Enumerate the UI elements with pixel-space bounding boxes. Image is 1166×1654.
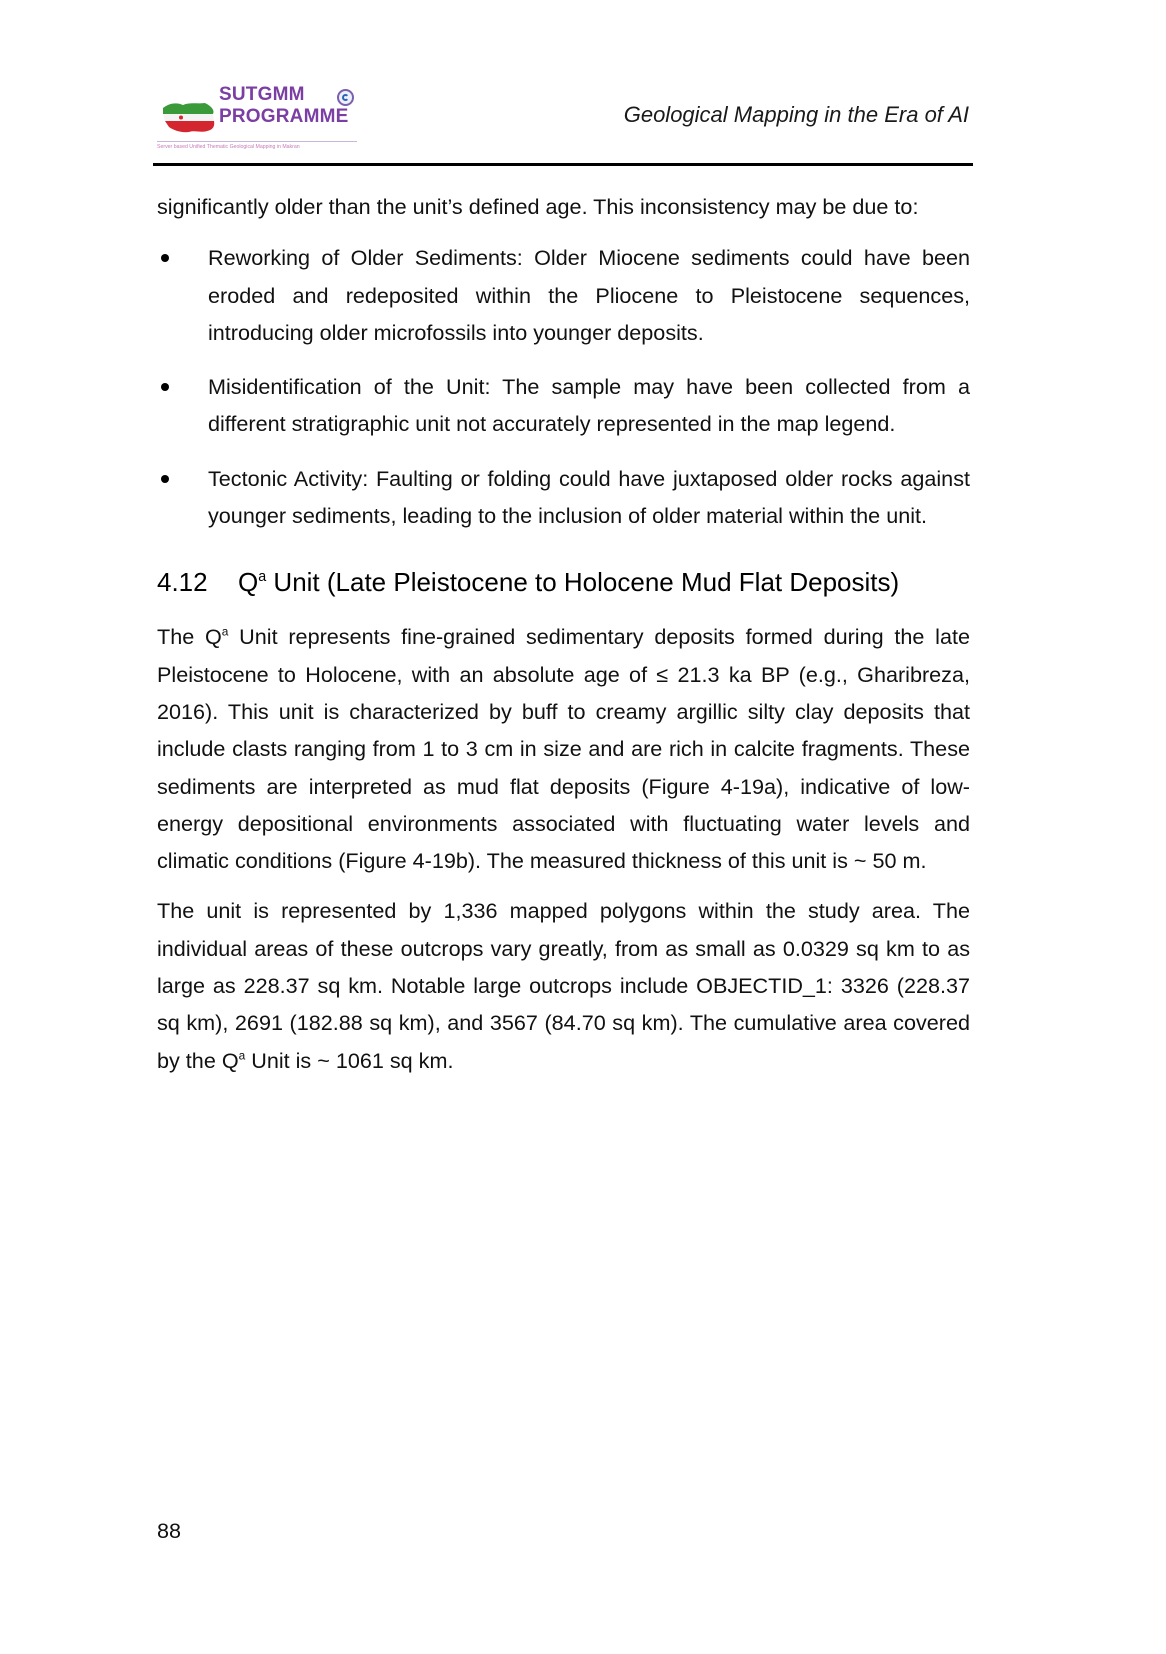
para1-superscript: a xyxy=(221,625,229,640)
para2-text: The unit is represented by 1,336 mapped polygons within the study area. The individual areas of these outcrops vary greatly, from as small as 0.0329 sq km to as large as 228.37 sq km. Notable large outcrops include OBJECTID_1: 3326 (228.37 sq km), 2691 (182.88 sq km), and 3567 (84.70 sq km). The cumulative area covered by the Q xyxy=(157,898,970,1073)
section-title-rest: Unit (Late Pleistocene to Holocene Mud Flat Deposits) xyxy=(266,567,900,598)
para1-rest: Unit represents fine-grained sedimentary deposits formed during the late Pleistocene to Holocene, with an absolute age of ≤ 21.3 ka BP (e.g., Gharibreza, 2016). This unit is characterized by buff to creamy argillic silty clay deposits that include clasts ranging from 1 to 3 cm in size and are rich in calcite fragments. These sediments are interpreted as mud flat deposits (Figure 4-19a), indicative of low-energy depositional environments associated with fluctuating water levels and climatic conditions (Figure 4-19b). The measured thickness of this unit is ~ 50 m. xyxy=(157,624,970,874)
logo-line2: PROGRAMME xyxy=(219,106,349,127)
running-title: Geological Mapping in the Era of AI xyxy=(623,102,969,127)
section-number: 4.12 xyxy=(157,567,208,598)
logo-divider xyxy=(157,141,357,142)
bullet-icon xyxy=(161,254,169,262)
section-title-superscript: a xyxy=(258,569,267,586)
sutgmm-logo xyxy=(157,86,357,158)
logo-title xyxy=(219,84,349,128)
description-paragraph xyxy=(157,618,970,879)
iran-flag-map-icon xyxy=(161,100,217,134)
page-content xyxy=(157,188,970,1079)
para1-prefix: The Q xyxy=(157,624,222,650)
intro-paragraph: significantly older than the unit’s defined age. This inconsistency may be due to: xyxy=(157,194,919,219)
list-item xyxy=(157,239,970,351)
logo-line1: SUTGMM xyxy=(219,84,305,105)
section-title-prefix: Q xyxy=(238,567,259,598)
statistics-paragraph xyxy=(157,892,970,1078)
list-item xyxy=(157,368,970,443)
bullet-icon xyxy=(161,475,169,483)
page-header xyxy=(153,82,973,166)
university-emblem-icon xyxy=(337,89,354,106)
list-item-text: Reworking of Older Sediments: Older Miocene sediments could have been eroded and redeposited within the Pliocene to Pleistocene sequences, introducing older microfossils into younger deposits. xyxy=(208,245,970,345)
list-item-text: Misidentification of the Unit: The sample may have been collected from a different stratigraphic unit not accurately represented in the map legend. xyxy=(208,374,970,437)
section-heading xyxy=(157,560,970,604)
para2-superscript: a xyxy=(238,1048,246,1063)
list-item xyxy=(157,460,970,535)
para2-rest: Unit is ~ 1061 sq km. xyxy=(245,1047,454,1073)
header-rule xyxy=(153,163,973,166)
bullet-icon xyxy=(161,383,169,391)
list-item-text: Tectonic Activity: Faulting or folding could have juxtaposed older rocks against younger sediments, leading to the inclusion of older material within the unit. xyxy=(208,465,970,529)
cause-list xyxy=(157,239,970,534)
page-number: 88 xyxy=(157,1518,182,1543)
logo-tagline: Server based Unified Thematic Geological Mapping in Makran xyxy=(157,144,300,150)
